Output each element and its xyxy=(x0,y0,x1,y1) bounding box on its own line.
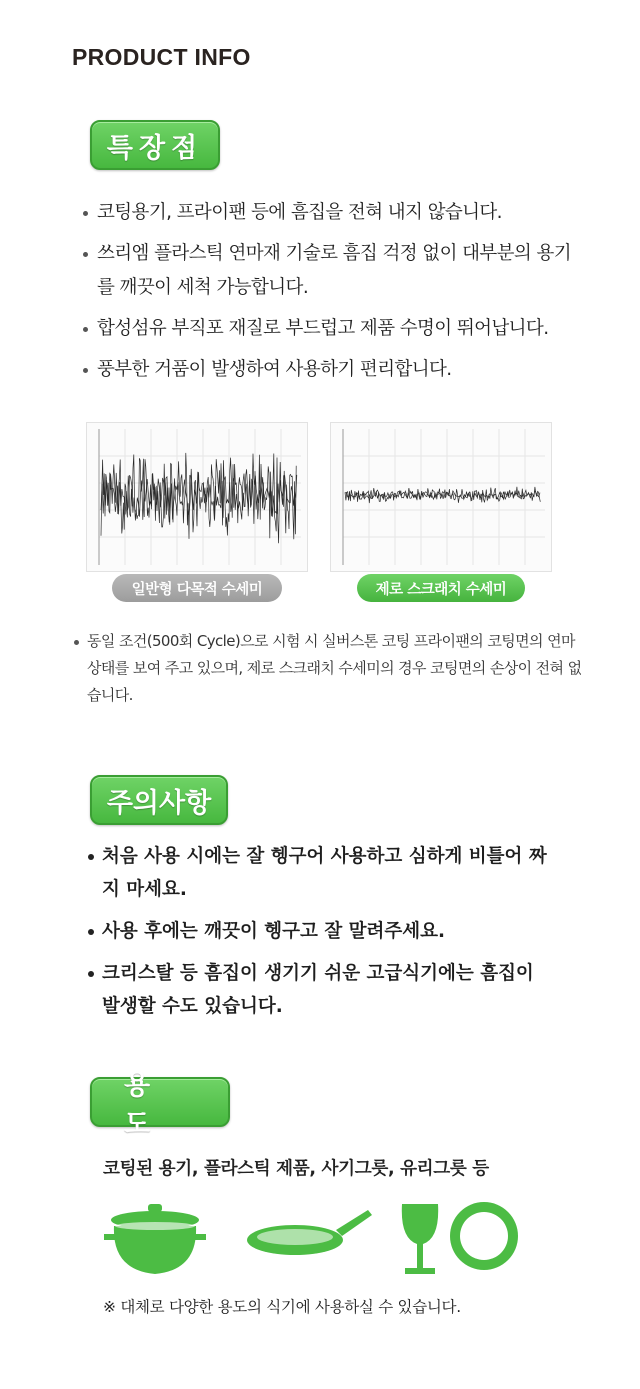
usage-badge: 용도 xyxy=(90,1077,230,1127)
usage-text: 코팅된 용기, 플라스틱 제품, 사기그릇, 유리그릇 등 xyxy=(103,1159,489,1179)
features-list xyxy=(80,196,580,394)
list-item: 사용 후에는 깨끗이 헹구고 잘 말려주세요. xyxy=(85,915,555,948)
wear-chart-general-scrubber xyxy=(86,422,308,572)
usage-footnote: ※ 대체로 다양한 용도의 식기에 사용하실 수 있습니다. xyxy=(103,1298,461,1316)
wear-chart-zero-scratch-scrubber xyxy=(330,422,552,572)
wine-glass-icon xyxy=(402,1204,438,1274)
frying-pan-icon xyxy=(247,1210,372,1255)
list-item: 처음 사용 시에는 잘 헹구어 사용하고 심하게 비틀어 짜지 마세요. xyxy=(85,840,555,906)
page-title: PRODUCT INFO xyxy=(72,44,251,70)
list-item: 코팅용기, 프라이팬 등에 흠집을 전혀 내지 않습니다. xyxy=(80,196,580,230)
zero-scratch-scrubber-label: 제로 스크래치 수세미 xyxy=(357,574,525,602)
usage-icons xyxy=(100,1200,540,1290)
plate-icon xyxy=(450,1202,518,1270)
list-item: 합성섬유 부직포 재질로 부드럽고 제품 수명이 뛰어납니다. xyxy=(80,312,580,346)
features-badge: 특장점 xyxy=(90,120,220,170)
list-item: 풍부한 거품이 발생하여 사용하기 편리합니다. xyxy=(80,353,580,387)
list-item: 크리스탈 등 흠집이 생기기 쉬운 고급식기에는 흠집이 발생할 수도 있습니다. xyxy=(85,957,555,1023)
caution-list xyxy=(85,840,555,1032)
caution-badge: 주의사항 xyxy=(90,775,228,825)
list-item: 쓰리엠 플라스틱 연마재 기술로 흠집 걱정 없이 대부분의 용기를 깨끗이 세척 가능합니다. xyxy=(80,237,580,305)
test-note: 동일 조건(500회 Cycle)으로 시험 시 실버스톤 코팅 프라이팬의 코팅면의 연마 상태를 보여 주고 있으며, 제로 스크래치 수세미의 경우 코팅면의 손상이 전혀 없습니다. xyxy=(72,628,587,709)
general-scrubber-label: 일반형 다목적 수세미 xyxy=(112,574,282,602)
pot-icon xyxy=(104,1204,206,1274)
